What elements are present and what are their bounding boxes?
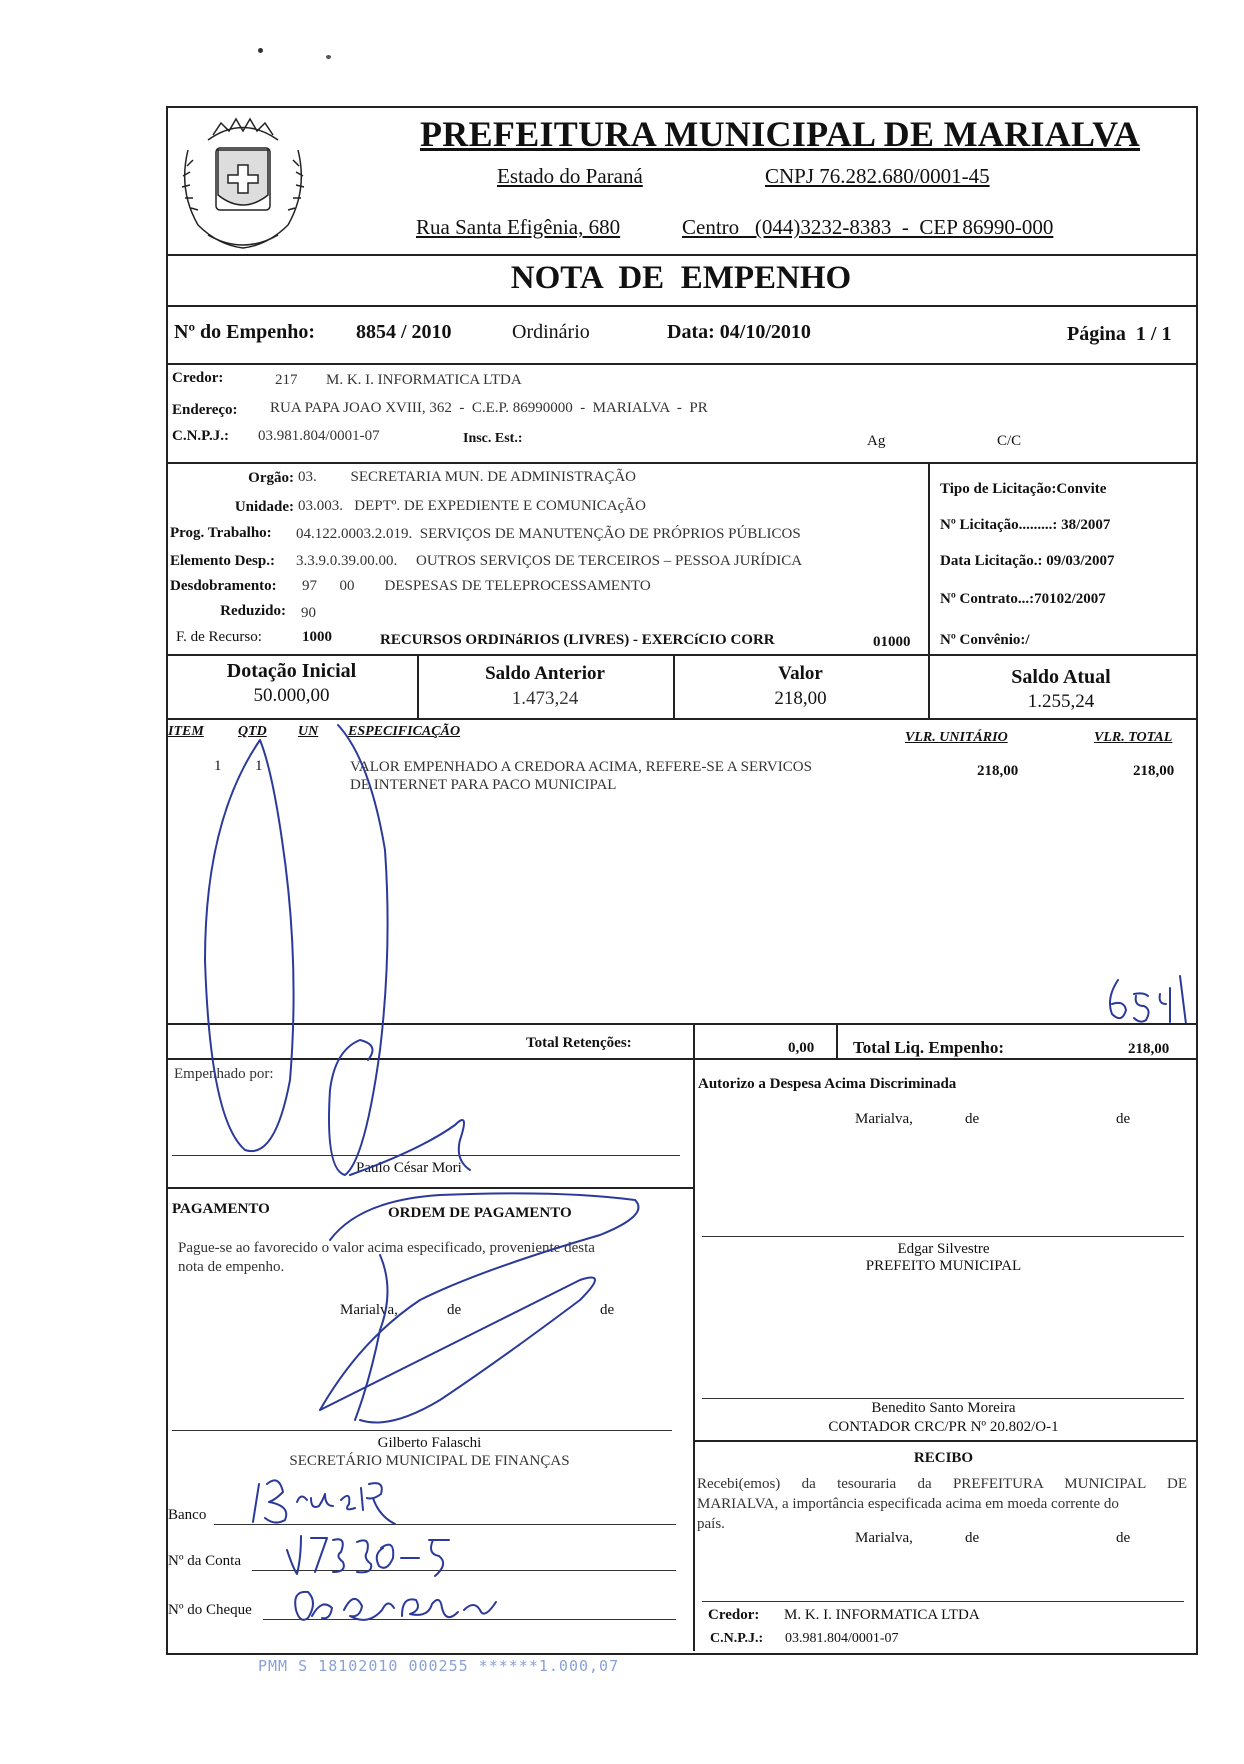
recibo-label: RECIBO bbox=[913, 1450, 974, 1466]
cheque-handwriting bbox=[290, 1580, 500, 1630]
data-licitacao: Data Licitação.: 09/03/2007 bbox=[940, 553, 1115, 569]
pagamento-de-2: de bbox=[600, 1302, 615, 1318]
cc-label: C/C bbox=[997, 433, 1022, 449]
banco-handwriting bbox=[245, 1470, 425, 1528]
empenhado-signer: Paulo César Mori bbox=[356, 1160, 462, 1176]
dotacao-inicial-value: 50.000,00 bbox=[253, 685, 330, 706]
reduzido-label: Reduzido: bbox=[220, 603, 286, 619]
empenho-number: 8854 / 2010 bbox=[356, 321, 452, 343]
conta-handwriting bbox=[283, 1528, 453, 1580]
prefeito-name: Edgar Silvestre bbox=[897, 1241, 990, 1257]
desdobramento-label: Desdobramento: bbox=[170, 578, 277, 594]
pagamento-de-1: de bbox=[447, 1302, 462, 1318]
unidade-value: 03.003. DEPTº. DE EXPEDIENTE E COMUNICAçÃO bbox=[298, 498, 646, 514]
coat-of-arms-icon bbox=[168, 110, 318, 255]
recibo-text-3: país. bbox=[697, 1516, 725, 1532]
unidade-label: Unidade: bbox=[234, 499, 294, 515]
recibo-cnpj-label: C.N.P.J.: bbox=[710, 1631, 764, 1646]
pagamento-label: PAGAMENTO bbox=[172, 1201, 270, 1217]
col-qtd: QTD bbox=[238, 724, 267, 739]
col-especificacao: ESPECIFICAÇÃO bbox=[348, 724, 461, 739]
retencoes-label: Total Retenções: bbox=[526, 1035, 632, 1051]
valor-value: 218,00 bbox=[774, 688, 827, 709]
prog-label: Prog. Trabalho: bbox=[170, 525, 272, 541]
ag-label: Ag bbox=[867, 433, 886, 449]
col-un: UN bbox=[298, 724, 319, 739]
autorizo-de-1: de bbox=[965, 1111, 980, 1127]
numero-convenio: Nº Convênio:/ bbox=[940, 632, 1030, 648]
dotacao-inicial-label: Dotação Inicial bbox=[226, 660, 357, 682]
pagamento-text-1: Pague-se ao favorecido o valor acima especificado, proveniente desta bbox=[178, 1240, 595, 1256]
insc-label: Insc. Est.: bbox=[463, 431, 523, 446]
orgao-label: Orgão: bbox=[248, 470, 294, 486]
recibo-credor-value: M. K. I. INFORMATICA LTDA bbox=[784, 1607, 980, 1623]
prog-value: 04.122.0003.2.019. SERVIÇOS DE MANUTENÇÃO DE PRÓPRIOS PÚBLICOS bbox=[296, 526, 801, 542]
tipo-licitacao: Tipo de Licitação:Convite bbox=[940, 481, 1107, 497]
secretario-name: Gilberto Falaschi bbox=[377, 1435, 482, 1451]
prefeito-title: PREFEITO MUNICIPAL bbox=[865, 1258, 1022, 1274]
recibo-text-2: MARIALVA, a importância especificada acima em moeda corrente do bbox=[697, 1496, 1119, 1512]
col-vlr-total: VLR. TOTAL bbox=[1094, 730, 1173, 745]
credor-code: 217 bbox=[275, 372, 298, 388]
recibo-city: Marialva, bbox=[855, 1530, 913, 1546]
desdobramento-value: 97 00 DESPESAS DE TELEPROCESSAMENTO bbox=[302, 578, 651, 594]
pagamento-text-2: nota de empenho. bbox=[178, 1259, 285, 1275]
item-description-line-2: DE INTERNET PARA PACO MUNICIPAL bbox=[350, 777, 617, 793]
page-number: Página 1 / 1 bbox=[1067, 323, 1172, 345]
document-title: NOTA DE EMPENHO bbox=[510, 260, 852, 296]
scan-mark bbox=[258, 48, 263, 53]
retencoes-value: 0,00 bbox=[788, 1040, 815, 1056]
valor-label: Valor bbox=[778, 663, 823, 684]
empenho-number-label: Nº do Empenho: bbox=[174, 321, 316, 343]
credor-name: M. K. I. INFORMATICA LTDA bbox=[326, 372, 522, 388]
scan-mark bbox=[326, 55, 331, 59]
liquido-label: Total Liq. Empenho: bbox=[853, 1038, 1004, 1057]
elemento-value: 3.3.9.0.39.00.00. OUTROS SERVIÇOS DE TERCEIROS – PESSOA JURÍDICA bbox=[296, 553, 803, 569]
autorizo-label: Autorizo a Despesa Acima Discriminada bbox=[698, 1076, 957, 1092]
stamp-code: PMM S 18102010 000255 ******1.000,07 bbox=[258, 1657, 620, 1675]
street-label: Rua Santa Efigênia, 680 bbox=[416, 215, 621, 239]
col-vlr-unitario: VLR. UNITÁRIO bbox=[905, 730, 1008, 745]
recurso-num: 01000 bbox=[873, 634, 911, 650]
recurso-desc: RECURSOS ORDINáRIOS (LIVRES) - EXERCíCIO CORR bbox=[380, 632, 775, 648]
recibo-credor-label: Credor: bbox=[708, 1607, 760, 1623]
contador-name: Benedito Santo Moreira bbox=[871, 1400, 1016, 1416]
numero-licitacao: Nº Licitação.........: 38/2007 bbox=[940, 517, 1111, 533]
handwritten-note bbox=[1100, 970, 1195, 1030]
recibo-text-1: Recebi(emos) da tesouraria da PREFEITURA MUNICIPAL DE bbox=[697, 1476, 1187, 1492]
endereco-label: Endereço: bbox=[172, 402, 238, 418]
cnpj-credor-value: 03.981.804/0001-07 bbox=[258, 428, 380, 444]
liquido-value: 218,00 bbox=[1128, 1041, 1170, 1057]
reduzido-value: 90 bbox=[301, 605, 316, 621]
pagamento-city: Marialva, bbox=[340, 1302, 398, 1318]
saldo-atual-label: Saldo Atual bbox=[1011, 666, 1111, 688]
conta-label: Nº da Conta bbox=[168, 1553, 241, 1569]
col-item: ITEM bbox=[168, 724, 204, 739]
cnpj-credor-label: C.N.P.J.: bbox=[172, 428, 229, 444]
contact-label: Centro (044)3232-8383 - CEP 86990-000 bbox=[682, 215, 1054, 239]
item-qtd: 1 bbox=[255, 758, 263, 774]
recibo-cnpj-value: 03.981.804/0001-07 bbox=[785, 1631, 899, 1646]
credor-label: Credor: bbox=[172, 370, 224, 386]
recibo-de-2: de bbox=[1116, 1530, 1131, 1546]
empenhado-label: Empenhado por: bbox=[174, 1066, 274, 1082]
cnpj-label: CNPJ 76.282.680/0001-45 bbox=[765, 164, 990, 188]
empenho-type: Ordinário bbox=[512, 321, 590, 343]
page-title: PREFEITURA MUNICIPAL DE MARIALVA bbox=[420, 114, 1141, 154]
endereco-value: RUA PAPA JOAO XVIII, 362 - C.E.P. 86990000 - MARIALVA - PR bbox=[270, 400, 708, 416]
contador-title: CONTADOR CRC/PR Nº 20.802/O-1 bbox=[828, 1419, 1059, 1435]
state-label: Estado do Paraná bbox=[497, 164, 643, 188]
numero-contrato: Nº Contrato...:70102/2007 bbox=[940, 591, 1106, 607]
orgao-value: 03. SECRETARIA MUN. DE ADMINISTRAÇÃO bbox=[298, 469, 636, 485]
item-total-value: 218,00 bbox=[1133, 763, 1175, 779]
banco-label: Banco bbox=[168, 1507, 207, 1523]
cheque-label: Nº do Cheque bbox=[168, 1602, 252, 1618]
recibo-de-1: de bbox=[965, 1530, 980, 1546]
empenho-date: Data: 04/10/2010 bbox=[667, 321, 811, 343]
secretario-title: SECRETÁRIO MUNICIPAL DE FINANÇAS bbox=[289, 1453, 570, 1469]
item-number: 1 bbox=[214, 758, 222, 774]
autorizo-de-2: de bbox=[1116, 1111, 1131, 1127]
saldo-anterior-label: Saldo Anterior bbox=[485, 663, 605, 684]
saldo-atual-value: 1.255,24 bbox=[1027, 691, 1095, 712]
recurso-code: 1000 bbox=[302, 629, 332, 645]
elemento-label: Elemento Desp.: bbox=[170, 553, 275, 569]
ordem-pagamento-label: ORDEM DE PAGAMENTO bbox=[388, 1205, 572, 1221]
saldo-anterior-value: 1.473,24 bbox=[511, 688, 579, 709]
item-description-line-1: VALOR EMPENHADO A CREDORA ACIMA, REFERE-SE A SERVICOS bbox=[350, 759, 812, 775]
item-unit-value: 218,00 bbox=[977, 763, 1019, 779]
recurso-label: F. de Recurso: bbox=[176, 629, 262, 645]
autorizo-city: Marialva, bbox=[855, 1111, 913, 1127]
